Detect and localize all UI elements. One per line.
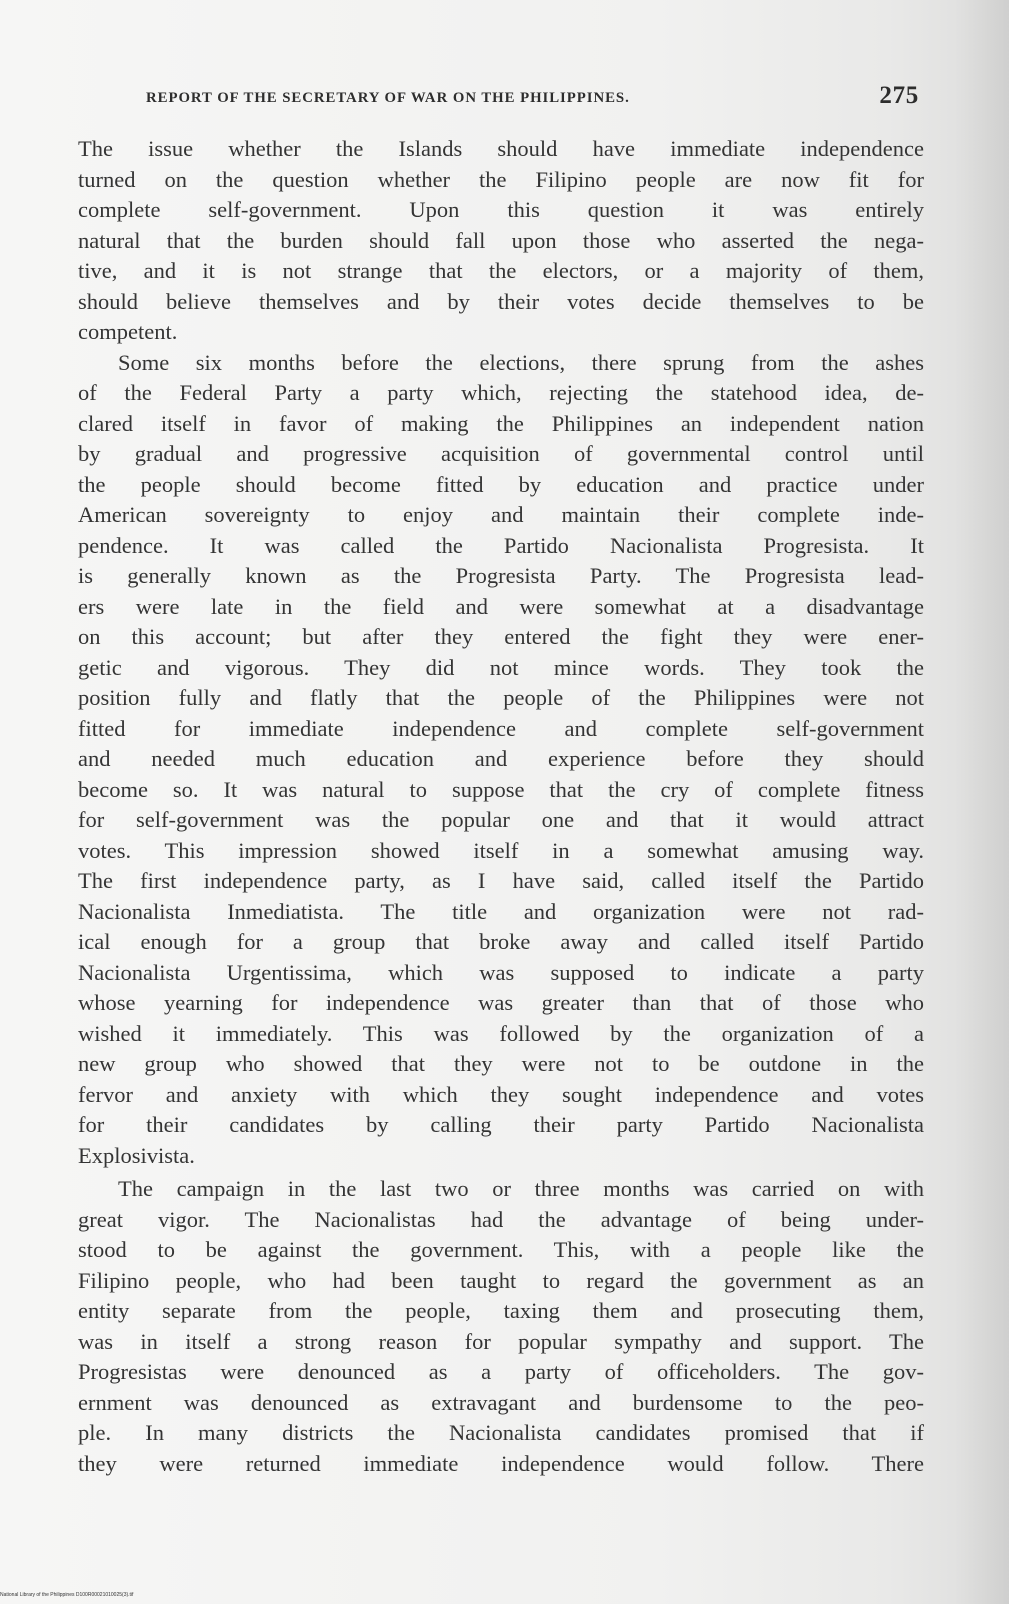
text-line: The issue whether the Islands should have immediate independence <box>78 136 924 161</box>
text-line: The campaign in the last two or three months was carried on with <box>118 1176 924 1201</box>
text-line: and needed much education and experience before they should <box>78 746 924 771</box>
text-line: complete self-government. Upon this question it was entirely <box>78 197 924 222</box>
text-line: of the Federal Party a party which, rejecting the statehood idea, de- <box>78 380 924 405</box>
text-line: the people should become fitted by education and practice under <box>78 471 924 497</box>
text-line: competent. <box>78 319 178 344</box>
scan-edge-shadow <box>954 0 1009 1604</box>
text-line: ers were late in the field and were somewhat at a disadvantage <box>78 593 924 619</box>
text-line: clared itself in favor of making the Philippines an independent nation <box>78 410 924 436</box>
text-line: new group who showed that they were not to be outdone in the <box>78 1051 924 1076</box>
text-line: Nacionalista Inmediatista. The title and organization were not rad- <box>78 898 924 924</box>
text-line: Progresistas were denounced as a party of officeholders. The gov- <box>78 1359 924 1384</box>
text-line: The first independence party, as I have said, called itself the Partido <box>78 868 924 893</box>
text-line: wished it immediately. This was followed by the organization of a <box>78 1020 924 1046</box>
text-line: ernment was denounced as extravagant and burdensome to the peo- <box>78 1389 924 1415</box>
page-text <box>78 134 924 1479</box>
text-line: ical enough for a group that broke away and called itself Partido <box>78 929 924 954</box>
text-line: become so. It was natural to suppose that the cry of complete fitness <box>78 776 924 802</box>
text-line: American sovereignty to enjoy and maintain their complete inde- <box>78 502 924 527</box>
text-line: Nacionalista Urgentissima, which was supposed to indicate a party <box>78 959 924 985</box>
text-line: they were returned immediate independence would follow. There <box>78 1450 924 1476</box>
text-line: entity separate from the people, taxing them and prosecuting them, <box>78 1298 924 1323</box>
text-line: whose yearning for independence was greater than that of those who <box>78 990 924 1015</box>
text-line: great vigor. The Nacionalistas had the advantage of being under- <box>78 1206 924 1232</box>
text-line: for self-government was the popular one and that it would attract <box>78 807 924 832</box>
text-line: stood to be against the government. This, with a people like the <box>78 1237 924 1262</box>
text-line: position fully and flatly that the people of the Philippines were not <box>78 685 924 710</box>
text-line: ple. In many districts the Nacionalista candidates promised that if <box>78 1420 924 1445</box>
text-line: on this account; but after they entered the fight they were ener- <box>78 624 924 649</box>
text-line: tive, and it is not strange that the electors, or a majority of them, <box>78 258 924 283</box>
running-head: REPORT OF THE SECRETARY OF WAR ON THE PHILIPPINES. <box>146 90 630 106</box>
text-line: Some six months before the elections, there sprung from the ashes <box>118 349 924 375</box>
text-line: by gradual and progressive acquisition of governmental control until <box>78 441 924 466</box>
text-line: fervor and anxiety with which they sought independence and votes <box>78 1081 924 1107</box>
text-line: should believe themselves and by their votes decide themselves to be <box>78 288 924 314</box>
text-line: for their candidates by calling their party Partido Nacionalista <box>78 1112 924 1137</box>
footer-note: National Library of the Philippines D100R00021010025(3).tif <box>0 1592 134 1598</box>
text-line: was in itself a strong reason for popular sympathy and support. The <box>78 1328 924 1354</box>
text-line: votes. This impression showed itself in a somewhat amusing way. <box>78 837 924 863</box>
text-line: getic and vigorous. They did not mince words. They took the <box>78 654 924 680</box>
text-line: natural that the burden should fall upon those who asserted the nega- <box>78 227 924 253</box>
page-number: 275 <box>879 82 919 109</box>
text-line: Explosivista. <box>78 1142 195 1168</box>
text-line: fitted for immediate independence and complete self-government <box>78 715 924 741</box>
text-line: pendence. It was called the Partido Nacionalista Progresista. It <box>78 532 924 558</box>
text-line: Filipino people, who had been taught to regard the government as an <box>78 1267 924 1293</box>
page-header <box>146 82 924 118</box>
text-line: is generally known as the Progresista Party. The Progresista lead- <box>78 563 924 588</box>
text-line: turned on the question whether the Filipino people are now fit for <box>78 166 924 192</box>
